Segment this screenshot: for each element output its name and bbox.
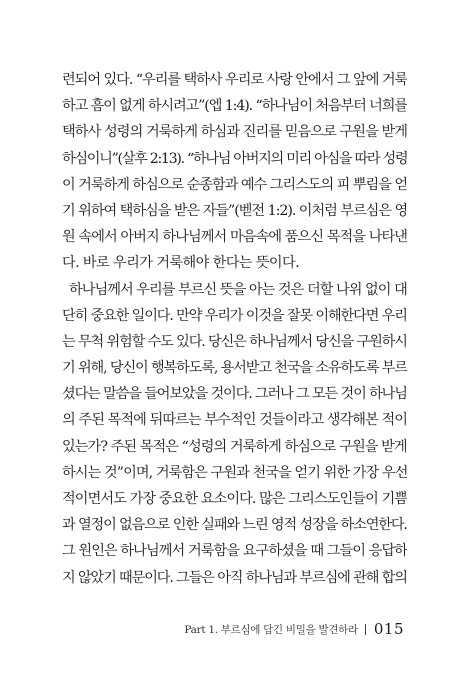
text-line: 적이면서도 가장 중요한 요소이다. 많은 그리스도인들이 기쁨 [62, 491, 407, 507]
text-line: 련되어 있다. “우리를 택하사 우리로 사랑 안에서 그 앞에 거룩 [62, 72, 407, 88]
text-line: 지 않았기 때문이다. 그들은 아직 하나님과 부르심에 관해 합의 [62, 569, 407, 586]
text-line: 는 무척 위험할 수도 있다. 당신은 하나님께서 당신을 구원하시 [62, 333, 407, 350]
text-line: 단히 중요한 일이다. 만약 우리가 이것을 잘못 이해한다면 우리 [62, 307, 407, 324]
text-line: 의 주된 목적에 뒤따르는 부수적인 것들이라고 생각해본 적이 [62, 412, 407, 429]
text-line: 하심이니”(살후 2:13). “하나님 아버지의 미리 아심을 따라 성령 [62, 150, 407, 167]
text-line: 과 열정이 없음으로 인한 실패와 느린 영적 성장을 하소연한다. [62, 517, 407, 534]
text-line: 다. 바로 우리가 거룩해야 한다는 뜻이다. [62, 255, 300, 272]
text-line: 하나님께서 우리를 부르신 뜻을 아는 것은 더할 나위 없이 대 [69, 281, 407, 298]
text-line: 택하사 성령의 거룩하게 하심과 진리를 믿음으로 구원을 받게 [62, 124, 407, 141]
text-line: 셨다는 말씀을 들어보았을 것이다. 그러나 그 모든 것이 하나님 [62, 386, 407, 403]
running-head: Part 1. 부르심에 담긴 비밀을 발견하라 [184, 623, 358, 636]
body-text [62, 67, 407, 591]
text-line: 하고 흠이 없게 하시려고”(엡 1:4). “하나님이 처음부터 너희를 [62, 98, 407, 115]
text-line: 있는가? 주된 목적은 “성령의 거룩하게 하심으로 구원을 받게 [62, 438, 407, 455]
text-line: 하시는 것”이며, 거룩함은 구원과 천국을 얻기 위한 가장 우선 [62, 464, 407, 481]
text-line: 원 속에서 아버지 하나님께서 마음속에 품으신 목적을 나타낸 [62, 229, 407, 246]
text-line: 그 원인은 하나님께서 거룩함을 요구하셨을 때 그들이 응답하 [62, 543, 407, 560]
footer-divider [365, 624, 366, 635]
text-line: 기 위해, 당신이 행복하도록, 용서받고 천국을 소유하도록 부르 [62, 360, 407, 377]
page-number: 015 [373, 620, 404, 638]
text-line: 기 위하여 택하심을 받은 자들”(벧전 1:2). 이처럼 부르심은 영 [62, 202, 407, 219]
text-line: 이 거룩하게 하심으로 순종함과 예수 그리스도의 피 뿌림을 얻 [62, 176, 407, 193]
page-footer [184, 620, 404, 638]
